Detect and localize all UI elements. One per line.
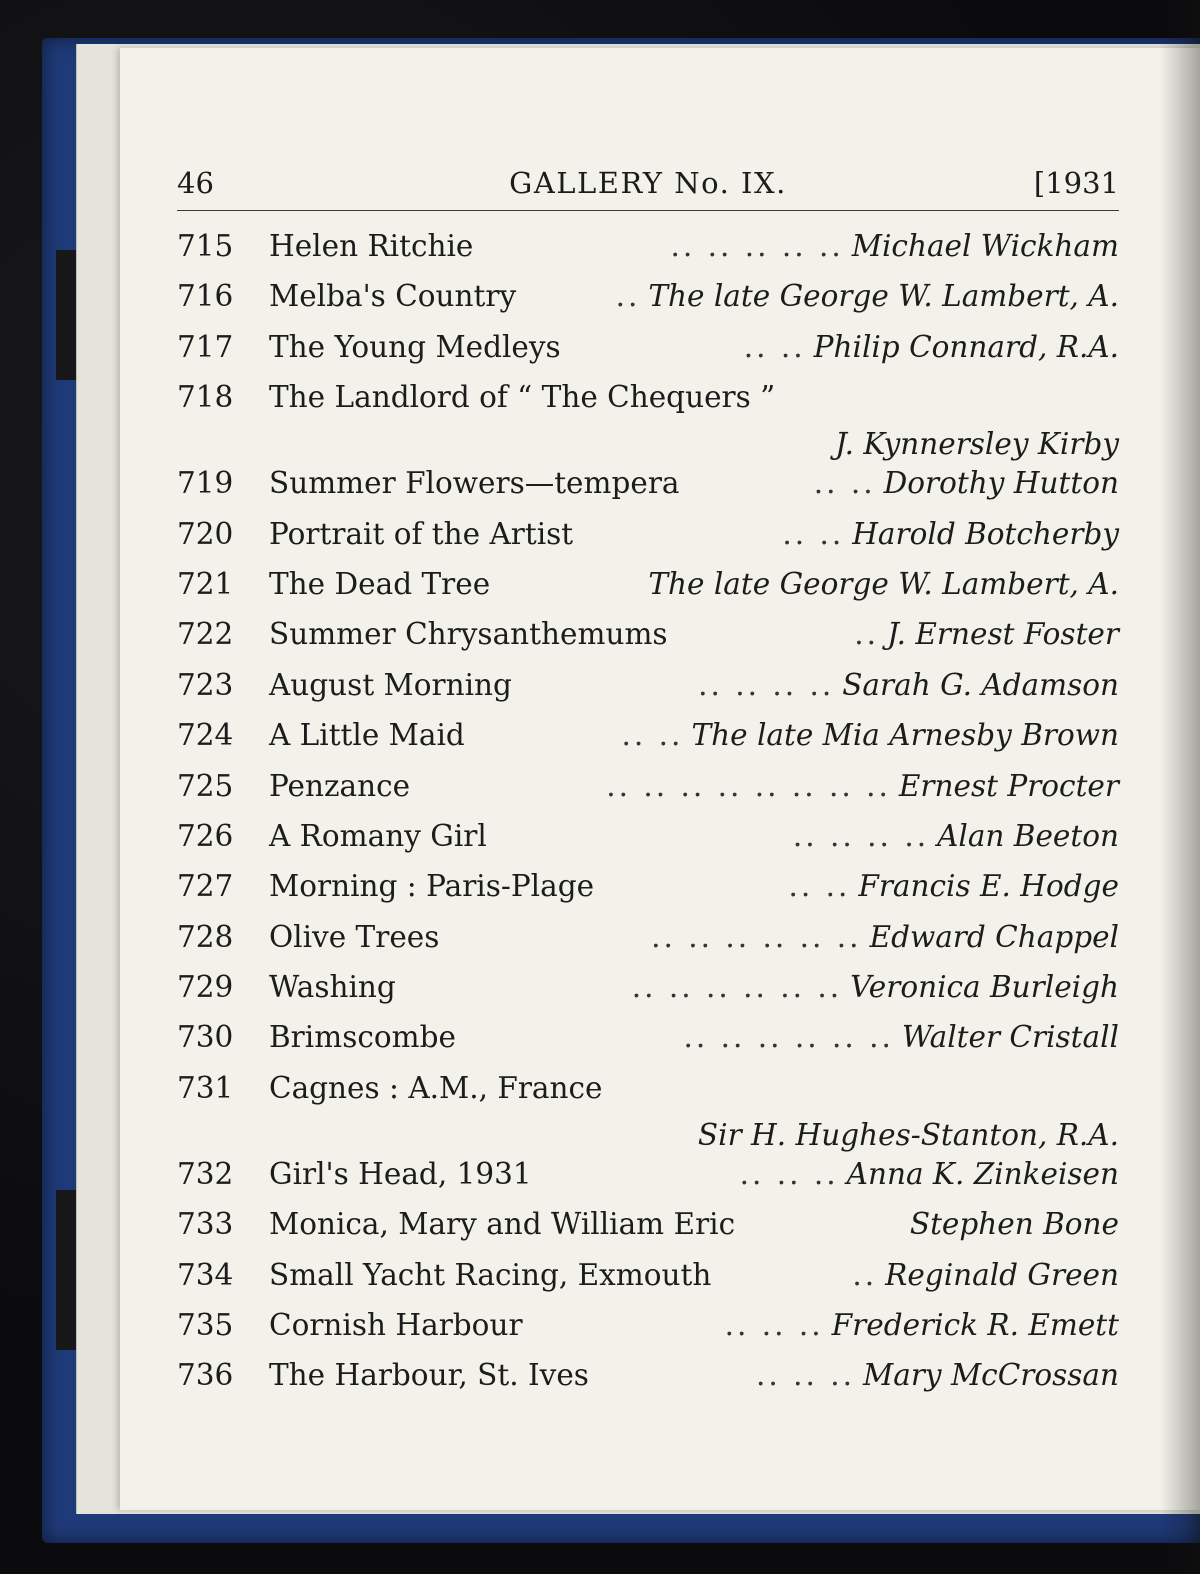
entry-artist: Reginald Green: [885, 1257, 1119, 1292]
entry-title: Girl's Head, 1931: [269, 1156, 532, 1191]
entry-artist: J. Kynnersley Kirby: [835, 426, 1119, 461]
entry-number: 723: [177, 667, 234, 702]
entry-artist: Alan Beeton: [937, 818, 1119, 853]
entry-number: 715: [177, 229, 234, 263]
catalogue-entry: [177, 920, 1119, 970]
dot-leader: .. ..: [743, 329, 806, 364]
entry-number: 731: [177, 1070, 234, 1105]
catalogue-entry: [177, 617, 1119, 667]
entry-title: Monica, Mary and William Eric: [269, 1207, 736, 1242]
entry-number: 732: [177, 1156, 234, 1191]
catalogue-entry: [177, 1207, 1119, 1257]
entry-artist: Stephen Bone: [909, 1207, 1119, 1242]
entry-artist: The late Mia Arnesby Brown: [691, 718, 1119, 753]
entry-artist: Michael Wickham: [851, 229, 1119, 263]
entry-number: 722: [177, 617, 234, 652]
catalogue-entry: [177, 668, 1119, 718]
entry-title: Washing: [269, 970, 396, 1005]
entry-title: A Romany Girl: [269, 818, 487, 853]
entry-number: 726: [177, 818, 234, 853]
entry-number: 724: [177, 718, 234, 753]
dot-leader: .. .. .. ..: [792, 818, 930, 853]
entry-number: 727: [177, 869, 234, 904]
entry-artist: J. Ernest Foster: [887, 617, 1119, 652]
dot-leader: ..: [615, 279, 641, 314]
catalogue-entry: [177, 970, 1119, 1020]
entry-title: Cornish Harbour: [269, 1308, 523, 1343]
catalogue-entry: [177, 229, 1119, 279]
catalogue-entry: [177, 1020, 1119, 1070]
entry-title: Olive Trees: [269, 919, 440, 954]
catalogue-entry: [177, 1071, 1119, 1157]
entry-number: 729: [177, 970, 234, 1005]
dot-leader: .. .. .. .. ..: [670, 229, 844, 263]
entry-title: Brimscombe: [269, 1020, 456, 1055]
entry-title: Cagnes : A.M., France: [269, 1070, 603, 1105]
catalogue-entry: [177, 1157, 1119, 1207]
entry-number: 719: [177, 466, 234, 501]
catalogue-entry: [177, 1308, 1119, 1358]
dot-leader: .. .. ..: [756, 1358, 856, 1393]
catalogue-entry: [177, 819, 1119, 869]
catalogue-entry: [177, 869, 1119, 919]
catalogue-entry: [177, 1258, 1119, 1308]
entry-number: 735: [177, 1308, 234, 1343]
entry-number: 725: [177, 768, 234, 803]
entry-artist: Anna K. Zinkeisen: [846, 1156, 1119, 1191]
catalogue-entry: [177, 1358, 1119, 1408]
entry-artist: The late George W. Lambert, A.: [648, 279, 1119, 314]
entry-title: Summer Chrysanthemums: [269, 617, 668, 652]
entry-title: Melba's Country: [269, 279, 517, 314]
entry-artist: Ernest Procter: [898, 768, 1119, 803]
catalogue-entry: [177, 380, 1119, 466]
entry-title: August Morning: [269, 667, 512, 702]
entry-title: The Landlord of “ The Chequers ”: [269, 380, 776, 415]
entry-number: 721: [177, 566, 234, 601]
entry-title: Penzance: [269, 768, 411, 803]
entry-artist: Edward Chappel: [869, 919, 1119, 954]
dot-leader: .. .. .. .. .. .. .. ..: [606, 768, 891, 803]
entry-artist: Dorothy Hutton: [883, 466, 1119, 501]
entry-title: Helen Ritchie: [269, 229, 474, 263]
entry-number: 734: [177, 1257, 234, 1292]
catalogue-entry: [177, 567, 1119, 617]
entry-artist: Mary McCrossan: [863, 1358, 1119, 1393]
entry-artist: Sir H. Hughes-Stanton, R.A.: [697, 1117, 1119, 1152]
page-header: [177, 160, 1119, 211]
entry-artist: The late George W. Lambert, A.: [648, 566, 1119, 601]
year-label: [1931: [1033, 166, 1119, 200]
catalogue-entries: [177, 229, 1119, 1409]
catalogue-entry: [177, 279, 1119, 329]
entry-title: The Young Medleys: [269, 329, 561, 364]
dot-leader: .. ..: [782, 516, 845, 551]
entry-artist: Walter Cristall: [901, 1020, 1119, 1055]
dot-leader: .. .. .. ..: [698, 667, 835, 702]
dot-leader: .. ..: [788, 869, 851, 904]
dot-leader: ..: [854, 617, 880, 652]
entry-artist: Francis E. Hodge: [858, 869, 1119, 904]
entry-title: Morning : Paris-Plage: [269, 869, 595, 904]
entry-artist: Frederick R. Emett: [831, 1308, 1119, 1343]
entry-artist: Sarah G. Adamson: [842, 667, 1119, 702]
entry-title: The Harbour, St. Ives: [269, 1358, 589, 1393]
entry-artist: Harold Botcherby: [852, 516, 1119, 551]
entry-number: 716: [177, 279, 234, 314]
dot-leader: .. .. .. .. .. ..: [651, 919, 862, 954]
entry-number: 733: [177, 1207, 234, 1242]
entry-title: Portrait of the Artist: [269, 516, 574, 551]
page-content: [177, 160, 1119, 1409]
entry-number: 718: [177, 380, 234, 415]
catalogue-entry: [177, 517, 1119, 567]
entry-title: Summer Flowers—tempera: [269, 466, 680, 501]
entry-number: 720: [177, 516, 234, 551]
entry-number: 717: [177, 329, 234, 364]
entry-title: Small Yacht Racing, Exmouth: [269, 1257, 712, 1292]
dot-leader: .. .. .. .. .. ..: [631, 970, 843, 1005]
entry-artist: Veronica Burleigh: [850, 970, 1119, 1005]
entry-title: A Little Maid: [269, 718, 465, 753]
entry-number: 736: [177, 1358, 234, 1393]
catalogue-entry: [177, 330, 1119, 380]
page-number: 46: [177, 166, 214, 200]
dot-leader: .. ..: [621, 718, 684, 753]
catalogue-entry: [177, 718, 1119, 768]
cover-tab: [56, 250, 78, 380]
entry-artist: Philip Connard, R.A.: [813, 329, 1119, 364]
catalogue-entry: [177, 769, 1119, 819]
dot-leader: .. .. ..: [724, 1308, 824, 1343]
catalogue-entry: [177, 466, 1119, 516]
running-title: GALLERY No. IX.: [509, 166, 787, 200]
cover-tab: [56, 1190, 78, 1350]
dot-leader: ..: [852, 1257, 878, 1292]
entry-number: 730: [177, 1020, 234, 1055]
dot-leader: .. ..: [813, 466, 876, 501]
entry-number: 728: [177, 919, 234, 954]
dot-leader: .. .. ..: [739, 1156, 839, 1191]
dot-leader: .. .. .. .. .. ..: [683, 1020, 894, 1055]
entry-title: The Dead Tree: [269, 566, 491, 601]
